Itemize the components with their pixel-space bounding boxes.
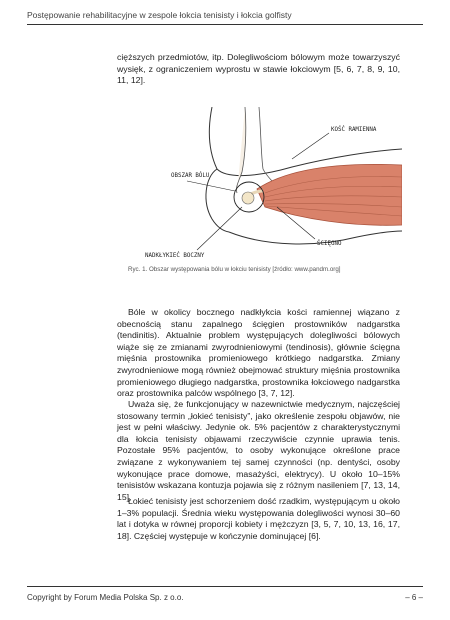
label-humerus: KOŚĆ RAMIENNA	[331, 127, 377, 133]
elbow-anatomy-figure	[117, 107, 402, 265]
paragraph-text: Bóle w okolicy bocznego nadkłykcia kości ramiennej wiązano z obecnością stanu zapalnego ścięgien prostowników nadgarstka (tendinitis). Aktualnie problem występujących dolegliwości bólowych wiąże się ze zmianami zwyrodnieniowymi (tendinosis), głównie ścięgna mięśnia prostownika promieniowego krótkiego nadgarstka. Zmiany zwyrodnieniowe mogą również obejmować struktury mięśnia prostownika promieniowego długiego nadgarstka, prostownika łokciowego nadgarstka oraz prostownika palców wspólnego [3, 7, 12].	[117, 307, 400, 399]
copyright-text: Copyright by Forum Media Polska Sp. z o.o.	[27, 593, 184, 602]
paragraph-text: Uważa się, że funkcjonujący w nazewnictwie medycznym, najczęściej stosowany termin „łokieć tenisisty”, jako określenie zespołu objawów, nie jest w pełni właściwy. Jedynie ok. 5% pacjentów z charakterystycznymi dla łokcia tenisisty objawami rzeczywiście czynnie uprawia tenis. Pozostałe 95% pacjentów, to osoby wykonujące określone prace związane z wykonywaniem tej samej czynności (np. dentyści, osoby wykonujące prace domowe, masażyści, elektrycy). U około 10–15% tenisistów wskazana kontuzja pojawia się z różnym nasileniem [7, 13, 14, 15].	[117, 399, 400, 502]
page-number: – 6 –	[405, 593, 423, 602]
intro-paragraph	[117, 52, 400, 87]
elbow-illustration	[117, 107, 402, 265]
intro-text: cięższych przedmiotów, itp. Dolegliwościom bólowym może towarzyszyć wysięk, z ograniczeniem wyprostu w stawie łokciowym [5, 6, 7, 8, 9, 10, 11, 12].	[117, 52, 400, 86]
figure-caption: Ryc. 1. Obszar występowania bólu w łokciu tenisisty [źródło: www.pandm.org]	[128, 266, 341, 273]
body-paragraph-1	[117, 307, 400, 400]
label-epicondyle: NADKŁYKIEĆ BOCZNY	[145, 253, 205, 259]
page-footer	[27, 586, 423, 602]
body-paragraph-3	[117, 496, 400, 542]
label-pain-area: OBSZAR BÓLU	[171, 173, 210, 179]
running-header: Postępowanie rehabilitacyjne w zespole łokcia tenisisty i łokcia golfisty	[27, 10, 423, 25]
body-paragraph-2	[117, 399, 400, 503]
paragraph-text: Łokieć tenisisty jest schorzeniem dość rzadkim, występującym u około 1–3% populacji. Średnia wieku występowania dolegliwości wynosi 30–60 lat i dotyka w równej proporcji kobiety i mężczyzn [3, 5, 7, 10, 13, 16, 17, 18]. Częściej występuje w kończynie dominującej [6].	[117, 496, 400, 541]
label-tendon: ŚCIĘGNO	[317, 241, 342, 247]
